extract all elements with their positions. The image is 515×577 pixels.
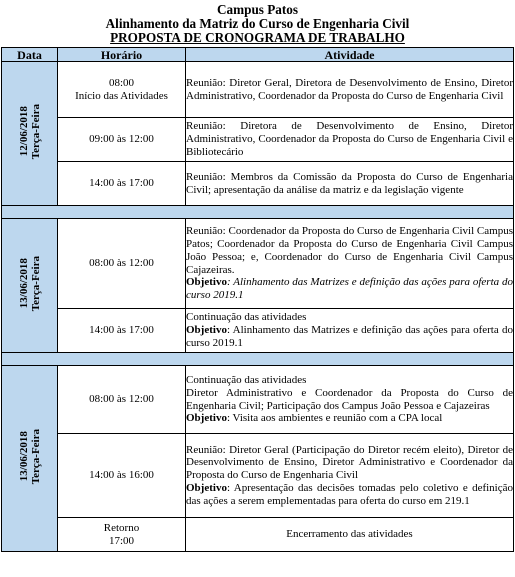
table-row: [2, 518, 514, 552]
document-subtitle: Alinhamento da Matriz do Curso de Engenharia Civil: [105, 16, 410, 31]
activity-cell: Reunião: Diretora de Desenvolvimento de Ensino, Diretor Administrativo, Coordenador da Proposta do Curso de Engenharia Civil e Bibliotecário: [186, 118, 514, 162]
time-cell: 14:00 às 17:00: [58, 309, 186, 353]
campus-title: Campus Patos: [217, 2, 298, 17]
objective-label: Objetivo: [186, 324, 227, 337]
objective-text: : Alinhamento das Matrizes e definição das ações para oferta do curso 2019.1: [186, 276, 513, 302]
table-row: [2, 118, 514, 162]
time-cell: 08:00 Início das Atividades: [58, 62, 186, 118]
table-row: [2, 62, 514, 118]
activity-cell: Reunião: Coordenador da Proposta do Curso de Engenharia Civil Campus Patos; Coordenador da Proposta do Curso de Engenharia Civil Campus João Pessoa; e, Coordenador do Curso de Engenharia Civil Campus Cajazeiras. Objetivo: Alinhamento das Matrizes e definição das ações para oferta do curso 2019.1: [186, 219, 514, 309]
day-separator: [2, 206, 514, 219]
table-row: [2, 434, 514, 518]
activity-cell: Encerramento das atividades: [186, 518, 514, 552]
date-label: 13/06/2018: [17, 258, 30, 309]
time-cell: 08:00 às 12:00: [58, 219, 186, 309]
objective-text: : Apresentação das decisões tomadas pelo coletivo e definição das ações a serem emplementadas para oferta do curso em 219.1: [186, 481, 513, 507]
time-cell: 14:00 às 16:00: [58, 434, 186, 518]
objective-label: Objetivo: [186, 481, 227, 494]
table-header-row: [2, 48, 514, 62]
activity-cell: Continuação das atividades Diretor Administrativo e Coordenador da Proposta do Curso de Engenharia Civil; Participação dos Campus João Pessoa e Cajazeiras Objetivo: Visita aos ambientes e reunião com a CPA local: [186, 366, 514, 434]
table-row: [2, 219, 514, 309]
date-cell: [2, 366, 58, 552]
date-cell: [2, 219, 58, 353]
date-cell: [2, 62, 58, 206]
activity-cell: Reunião: Membros da Comissão da Proposta do Curso de Engenharia Civil; apresentação da análise da matriz e da legislação vigente: [186, 162, 514, 206]
column-header-date: Data: [2, 48, 58, 62]
activity-cell: Continuação das atividades Objetivo: Alinhamento das Matrizes e definição das ações para oferta do curso 2019.1: [186, 309, 514, 353]
table-row: [2, 162, 514, 206]
document-header: [0, 0, 515, 45]
weekday-label: Terça-Feira: [29, 429, 42, 485]
time-cell: 09:00 às 12:00: [58, 118, 186, 162]
objective-text: : Visita aos ambientes e reunião com a CPA local: [226, 412, 443, 425]
objective-text: : Alinhamento das Matrizes e definição das ações para oferta do curso 2019.1: [186, 324, 513, 349]
schedule-table: [1, 47, 514, 552]
document-title: PROPOSTA DE CRONOGRAMA DE TRABALHO: [110, 30, 405, 45]
day-separator: [2, 353, 514, 366]
column-header-activity: Atividade: [186, 48, 514, 62]
weekday-label: Terça-Feira: [29, 104, 42, 160]
objective-label: Objetivo: [186, 276, 227, 289]
column-header-time: Horário: [58, 48, 186, 62]
activity-cell: Reunião: Diretor Geral, Diretora de Desenvolvimento de Ensino, Diretor Administrativo, Coordenador da Proposta do Curso de Engenharia Civil: [186, 62, 514, 118]
time-cell: Retorno 17:00: [58, 518, 186, 552]
time-cell: 14:00 às 17:00: [58, 162, 186, 206]
date-label: 12/06/2018: [17, 106, 30, 157]
table-row: [2, 309, 514, 353]
table-row: [2, 366, 514, 434]
date-label: 13/06/2018: [17, 431, 30, 482]
time-cell: 08:00 às 12:00: [58, 366, 186, 434]
weekday-label: Terça-Feira: [29, 256, 42, 312]
objective-label: Objetivo: [186, 412, 227, 425]
activity-cell: Reunião: Diretor Geral (Participação do Diretor recém eleito), Diretor de Desenvolvimento de Ensino, Diretor Administrativo e Coordenador da Proposta do Curso de Engenharia Civil Objetivo: Apresentação das decisões tomadas pelo coletivo e definição das ações a serem emplementadas para oferta do curso em 219.1: [186, 434, 514, 518]
